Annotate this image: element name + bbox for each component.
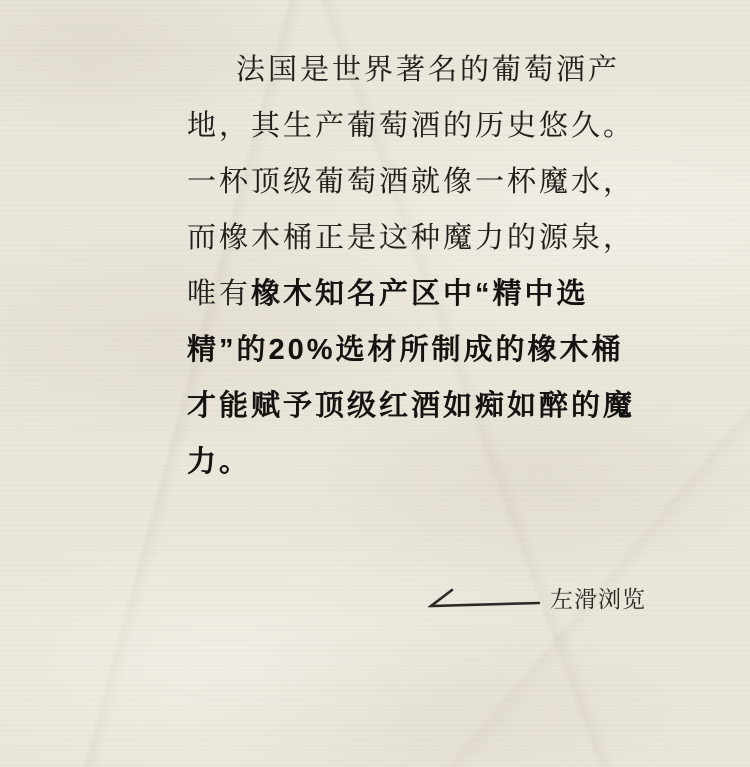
text-line: 唯有橡木知名产区中“精中选 (187, 278, 589, 310)
text-line: 才能赋予顶级红酒如痴如醉的魔 (187, 390, 636, 422)
text-line: 力。 (187, 446, 252, 478)
swipe-left-hint[interactable] (428, 582, 646, 616)
text-line: 法国是世界著名的葡萄酒产 (236, 54, 621, 86)
text-line: 一杯顶级葡萄酒就像一杯魔水， (187, 166, 636, 198)
text-line: 精”的20%选材所制成的橡木桶 (187, 334, 624, 366)
left-arrow-icon (428, 587, 550, 611)
text-line: 而橡木桶正是这种魔力的源泉， (187, 222, 636, 254)
text-line: 地，其生产葡萄酒的历史悠久。 (187, 110, 636, 142)
swipe-hint-label: 左滑浏览 (550, 586, 646, 612)
article-paragraph (187, 42, 649, 490)
